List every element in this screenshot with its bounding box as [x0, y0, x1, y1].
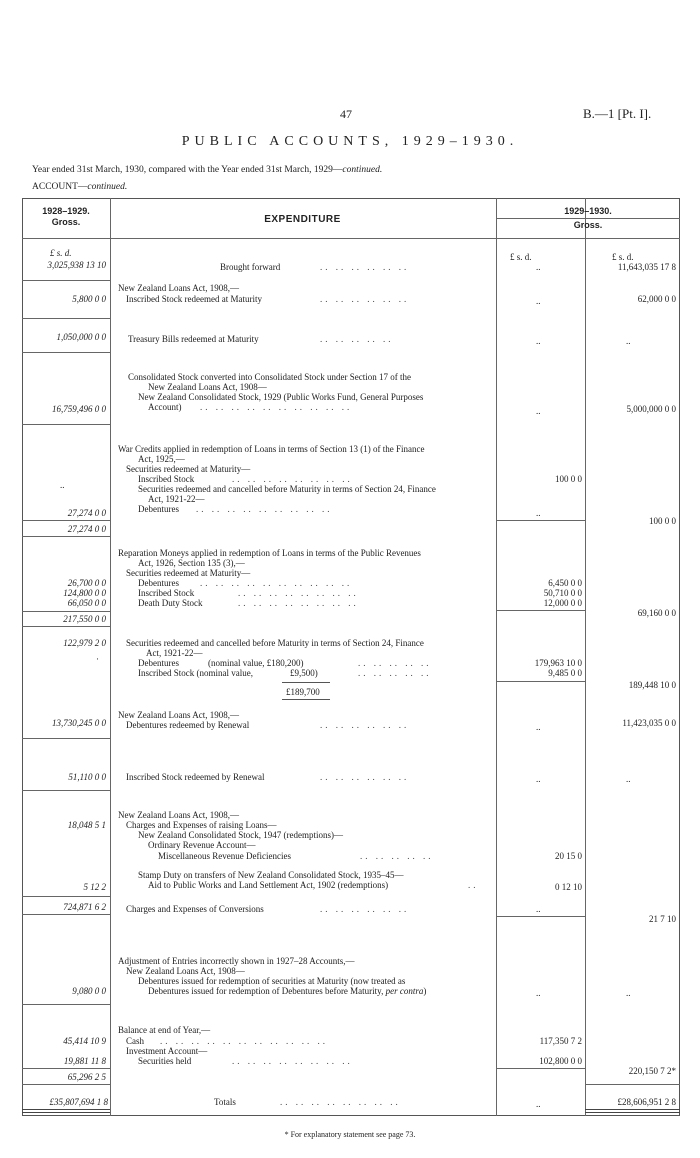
page-number: 47: [340, 107, 352, 121]
charges-line2: Charges and Expenses of raising Loans—: [126, 820, 277, 830]
bal-right: 220,150 7 2*: [628, 1066, 676, 1076]
charges-right: 21 7 10: [649, 914, 676, 924]
bal-left-total: 65,296 2 5: [67, 1072, 106, 1082]
page-title: PUBLIC ACCOUNTS, 1929–1930.: [181, 134, 519, 149]
sec-line4a: Inscribed Stock (nominal value,: [138, 668, 253, 678]
charges-line6: Stamp Duty on transfers of New Zealand Consolidated Stock, 1935–45—: [138, 870, 404, 880]
adj-right: ..: [626, 988, 631, 998]
charges-left-b: 5 12 2: [83, 882, 106, 892]
nzla1-right: 62,000 0 0: [637, 294, 676, 304]
rep-left-a: 26,700 0 0: [67, 578, 106, 588]
bal-mid-b: 102,800 0 0: [539, 1056, 582, 1066]
rule: [22, 626, 110, 627]
war-mid-a: 100 0 0: [555, 474, 582, 484]
rule: [22, 424, 110, 425]
rule: [585, 1084, 680, 1085]
column-divider: [110, 198, 111, 1116]
leader-dots: .. .. .. .. .. .. .. ..: [238, 588, 359, 598]
rule: [22, 352, 110, 353]
cons-right: 5,000,000 0 0: [626, 404, 676, 414]
war-line7: Debentures: [138, 504, 179, 514]
rule: [22, 520, 110, 521]
rep-left-c: 66,050 0 0: [67, 598, 106, 608]
sec-line2: Act, 1921-22—: [146, 648, 203, 658]
tb-label: Treasury Bills redeemed at Maturity: [128, 334, 259, 344]
bf-mid: ..: [536, 262, 541, 272]
rep-line3: Securities redeemed at Maturity—: [126, 568, 251, 578]
war-right: 100 0 0: [649, 516, 676, 526]
rep-mid-a: 6,450 0 0: [548, 578, 582, 588]
rep-line5: Inscribed Stock: [138, 588, 195, 598]
account-main: ACCOUNT—: [32, 182, 88, 192]
leader-dots: .. .. .. .. .. ..: [320, 262, 410, 272]
column-divider: [496, 198, 497, 1116]
rep-line2: Act, 1926, Section 135 (3),—: [138, 558, 245, 568]
totals-mid: ..: [536, 1099, 541, 1109]
renew2-left: 51,110 0 0: [68, 772, 106, 782]
adj-line4-text: Debentures issued for redemption of Debentures before Maturity,: [148, 986, 384, 996]
renew1-head: New Zealand Loans Act, 1908,—: [118, 710, 239, 720]
renew2-mid: ..: [536, 774, 541, 784]
leader-dots: .. .. .. .. .. .. .. ..: [232, 1056, 353, 1066]
sec-left: 122,979 2 0: [63, 638, 106, 648]
cons-line3: New Zealand Consolidated Stock, 1929 (Public Works Fund, General Purposes: [138, 392, 424, 402]
cons-line4: Account): [148, 402, 182, 412]
renew1-left: 13,730,245 0 0: [52, 718, 106, 728]
leader-dots: .. .. .. .. ..: [360, 851, 434, 861]
adj-line4: [148, 986, 426, 996]
rep-mid-b: 50,710 0 0: [543, 588, 582, 598]
rule: [282, 699, 330, 700]
war-line4: Inscribed Stock: [138, 474, 195, 484]
renew2-label: Inscribed Stock redeemed by Renewal: [126, 772, 265, 782]
sec-mid-b: 9,485 0 0: [548, 668, 582, 678]
sec-line3b: (nominal value, £180,200): [208, 658, 304, 668]
rep-left-total: 217,550 0 0: [63, 614, 106, 624]
war-line3: Securities redeemed at Maturity—: [126, 464, 251, 474]
bal-line1: Balance at end of Year,—: [118, 1025, 211, 1035]
sec-nominal-total: £189,700: [286, 687, 320, 697]
column-divider: [585, 198, 586, 1116]
rule: [22, 914, 110, 915]
rule: [22, 738, 110, 739]
rep-line4: Debentures: [138, 578, 179, 588]
rule: [496, 681, 585, 682]
renew1-right: 11,423,035 0 0: [622, 718, 676, 728]
adj-per-contra: per contra: [385, 986, 424, 996]
subtitle-main: Year ended 31st March, 1930, compared with the Year ended 31st March, 1929—: [32, 165, 343, 175]
charges-left-a: 18,048 5 1: [67, 820, 106, 830]
lsd-mid-header: £ s. d.: [510, 252, 532, 262]
charges-line5: Miscellaneous Revenue Deficiencies: [158, 851, 291, 861]
totals-label: Totals: [214, 1097, 236, 1107]
sec-line3a: Debentures: [138, 658, 179, 668]
footnote: * For explanatory statement see page 73.: [284, 1130, 416, 1139]
leader-dots: .. .. .. .. .. .. .. .. .. ..: [200, 402, 353, 412]
header-left-year: 1928–1929.: [42, 206, 90, 216]
leader-dots: .. .. .. .. .. .. .. .. .. ..: [200, 578, 353, 588]
tb-left: 1,050,000 0 0: [56, 332, 106, 342]
rule: [22, 790, 110, 791]
war-left-a: ..: [60, 480, 65, 490]
rule: [496, 916, 585, 917]
bf-right: 11,643,035 17 8: [617, 262, 676, 272]
totals-left: £35,807,694 1 8: [49, 1097, 108, 1107]
leader-dots: .. .. .. .. ..: [320, 334, 394, 344]
war-line2: Act, 1925,—: [138, 454, 185, 464]
charges-mid-c: ..: [536, 904, 541, 914]
war-mid-b: ..: [536, 508, 541, 518]
sec-left-dot: ·: [96, 654, 99, 664]
adj-line1: Adjustment of Entries incorrectly shown in 1927–28 Accounts,—: [118, 956, 355, 966]
charges-line8: Charges and Expenses of Conversions: [126, 904, 264, 914]
lsd-left-header: £ s. d.: [50, 248, 72, 258]
rule: [22, 1084, 110, 1085]
cons-mid: ..: [536, 406, 541, 416]
rule: [22, 896, 110, 897]
rep-line6: Death Duty Stock: [138, 598, 203, 608]
renew2-right: ..: [626, 774, 631, 784]
leader-dots: ..: [468, 880, 479, 890]
adj-line4-close: ): [423, 986, 427, 996]
charges-line1: New Zealand Loans Act, 1908,—: [118, 810, 239, 820]
rep-line1: Reparation Moneys applied in redemption of Loans in terms of the Public Revenues: [118, 548, 421, 558]
rule: [496, 1068, 585, 1069]
subtitle: [32, 165, 382, 175]
rule: [22, 536, 110, 537]
charges-mid-b: 0 12 10: [555, 882, 582, 892]
leader-dots: .. .. .. .. .. ..: [320, 904, 410, 914]
rep-left-b: 124,800 0 0: [63, 588, 106, 598]
account-label: [32, 182, 127, 192]
sec-right: 189,448 10 0: [628, 680, 676, 690]
leader-dots: .. .. .. .. .. ..: [320, 720, 410, 730]
document-reference: B.—1 [Pt. I].: [583, 106, 652, 121]
bf-label: Brought forward: [220, 262, 281, 272]
leader-dots: .. .. .. .. .. .. .. .. ..: [196, 504, 333, 514]
rule: [22, 1068, 110, 1069]
sec-mid-a: 179,963 10 0: [534, 658, 582, 668]
war-line1: War Credits applied in redemption of Loans in terms of Section 13 (1) of the Finance: [118, 444, 425, 454]
lsd-right-header: £ s. d.: [612, 252, 634, 262]
leader-dots: .. .. .. .. .. ..: [320, 772, 410, 782]
cons-left: 16,759,496 0 0: [52, 404, 106, 414]
charges-left-total: 724,871 6 2: [63, 902, 106, 912]
rule: [496, 520, 585, 521]
account-continued: continued.: [87, 182, 128, 192]
adj-left: 9,080 0 0: [72, 986, 106, 996]
leader-dots: .. .. .. .. .. ..: [320, 294, 410, 304]
leader-dots: .. .. .. .. .. .. .. ..: [232, 474, 353, 484]
bal-mid-a: 117,350 7 2: [539, 1036, 582, 1046]
war-line6: Act, 1921-22—: [148, 494, 205, 504]
nzla1-mid: ..: [536, 296, 541, 306]
renew1-mid: ..: [536, 722, 541, 732]
war-left-b: 27,274 0 0: [67, 508, 106, 518]
bal-left-a: 45,414 10 9: [63, 1036, 106, 1046]
bal-line2: Cash: [126, 1036, 144, 1046]
sec-line4b: £9,500): [290, 668, 318, 678]
rule: [496, 610, 585, 611]
leader-dots: .. .. .. .. ..: [358, 668, 432, 678]
sec-line1: Securities redeemed and cancelled before Maturity in terms of Section 24, Finance: [126, 638, 424, 648]
leader-dots: .. .. .. .. .. .. .. .. .. .. ..: [160, 1036, 328, 1046]
rule: [22, 318, 110, 319]
renew1-label: Debentures redeemed by Renewal: [126, 720, 250, 730]
nzla1-left: 5,800 0 0: [72, 294, 106, 304]
tb-right: ..: [626, 336, 631, 346]
charges-mid-a: 20 15 0: [555, 851, 582, 861]
totals-right: £28,606,951 2 8: [617, 1097, 676, 1107]
header-left-gross: Gross.: [51, 217, 81, 227]
charges-line4: Ordinary Revenue Account—: [148, 840, 256, 850]
leader-dots: .. .. .. .. .. .. .. ..: [280, 1097, 401, 1107]
adj-mid: ..: [536, 988, 541, 998]
rule: [22, 280, 110, 281]
subtitle-continued: continued.: [342, 165, 383, 175]
double-rule: [22, 1109, 110, 1113]
nzla1-head: New Zealand Loans Act, 1908,—: [118, 283, 239, 293]
double-rule: [585, 1109, 680, 1113]
cons-line2: New Zealand Loans Act, 1908—: [148, 382, 267, 392]
rep-mid-c: 12,000 0 0: [543, 598, 582, 608]
adj-line2: New Zealand Loans Act, 1908—: [126, 966, 245, 976]
header-rule: [22, 238, 680, 239]
bal-line3: Investment Account—: [126, 1046, 208, 1056]
war-line5: Securities redeemed and cancelled before Maturity in terms of Section 24, Finance: [138, 484, 436, 494]
cons-line1: Consolidated Stock converted into Consolidated Stock under Section 17 of the: [128, 372, 411, 382]
header-right-gross: Gross.: [573, 220, 603, 230]
header-expenditure: EXPENDITURE: [264, 214, 341, 225]
rule: [22, 1004, 110, 1005]
charges-line7: Aid to Public Works and Land Settlement Act, 1902 (redemptions): [148, 880, 389, 890]
charges-line3: New Zealand Consolidated Stock, 1947 (redemptions)—: [138, 830, 343, 840]
adj-line3: Debentures issued for redemption of securities at Maturity (now treated as: [138, 976, 406, 986]
leader-dots: .. .. .. .. .. .. .. ..: [238, 598, 359, 608]
rep-right: 69,160 0 0: [637, 608, 676, 618]
bal-line4: Securities held: [138, 1056, 192, 1066]
rule: [282, 682, 330, 683]
header-right-year: 1929–1930.: [564, 206, 612, 216]
war-left-total: 27,274 0 0: [67, 524, 106, 534]
rule: [22, 611, 110, 612]
tb-mid: ..: [536, 336, 541, 346]
leader-dots: .. .. .. .. ..: [358, 658, 432, 668]
bal-left-b: 19,881 11 8: [63, 1056, 106, 1066]
bf-left: 3,025,938 13 10: [47, 260, 106, 270]
header-rule-sub: [496, 218, 680, 219]
nzla1-label: Inscribed Stock redeemed at Maturity: [126, 294, 262, 304]
